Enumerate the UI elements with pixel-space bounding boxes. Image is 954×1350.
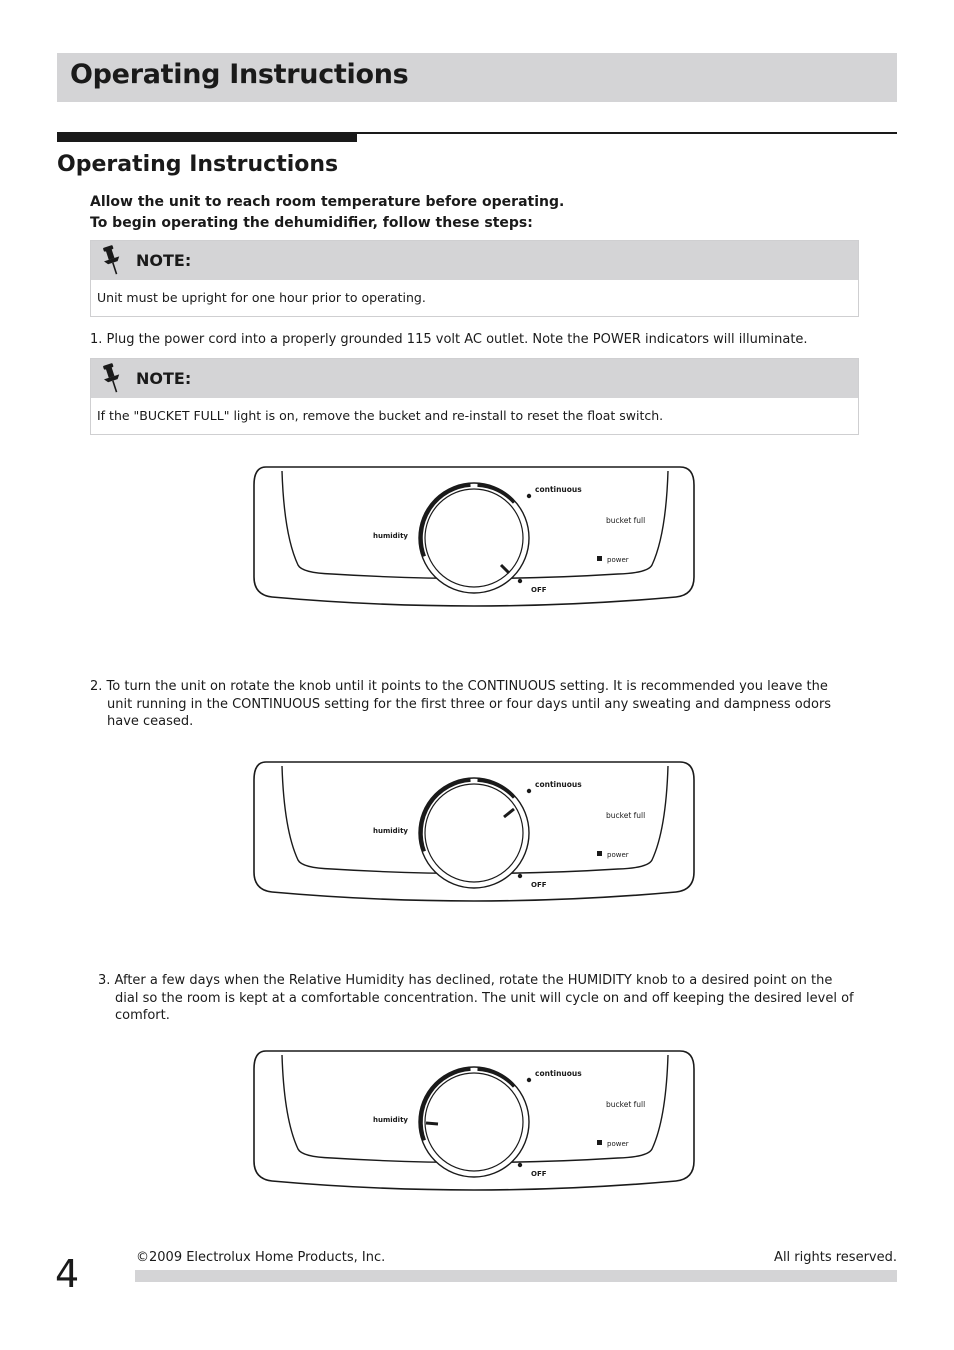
note-box-2: [90, 358, 859, 435]
note-header: [91, 241, 858, 280]
control-panel-diagram-off: [252, 465, 696, 607]
continuous-label: continuous: [535, 485, 582, 494]
humidity-label: humidity: [373, 827, 408, 835]
humidity-label: humidity: [373, 532, 408, 540]
pushpin-icon: [99, 245, 123, 277]
continuous-label: continuous: [535, 1069, 582, 1078]
off-label: OFF: [531, 586, 547, 594]
section-title: Operating Instructions: [57, 152, 339, 177]
footer-bar: [135, 1270, 897, 1282]
off-label: OFF: [531, 881, 547, 889]
control-panel-diagram-humidity: [252, 1049, 696, 1191]
bucket-full-label: bucket full: [606, 1100, 646, 1109]
power-square: [597, 851, 602, 856]
bucket-full-label: bucket full: [606, 811, 646, 820]
step-1: 1. Plug the power cord into a properly grounded 115 volt AC outlet. Note the POWER indicators will illuminate.: [90, 332, 808, 347]
power-label: power: [607, 1140, 629, 1148]
continuous-dot: [527, 494, 531, 498]
power-square: [597, 556, 602, 561]
banner-title: Operating Instructions: [70, 59, 409, 90]
control-panel-diagram-continuous: [252, 760, 696, 902]
off-dot: [518, 1163, 522, 1167]
footer-rights: All rights reserved.: [774, 1250, 897, 1265]
off-label: OFF: [531, 1170, 547, 1178]
off-dot: [518, 874, 522, 878]
footer-copyright: ©2009 Electrolux Home Products, Inc.: [136, 1250, 386, 1265]
step-2: 2. To turn the unit on rotate the knob until it points to the CONTINUOUS setting. It is recommended you leave the unit running in the CONTINUOUS setting for the first three or four days until any sweating and dampness odors have ceased.: [90, 679, 832, 729]
knob-pointer: [426, 1123, 438, 1124]
off-dot: [518, 579, 522, 583]
power-label: power: [607, 556, 629, 564]
humidity-label: humidity: [373, 1116, 408, 1124]
intro-line-2: To begin operating the dehumidifier, follow these steps:: [90, 215, 533, 231]
continuous-label: continuous: [535, 780, 582, 789]
note-box-1: [90, 240, 859, 317]
section-rule-thick: [57, 132, 357, 142]
power-square: [597, 1140, 602, 1145]
note-body: Unit must be upright for one hour prior to operating.: [97, 290, 426, 305]
header-banner: [57, 53, 897, 102]
note-body: If the "BUCKET FULL" light is on, remove the bucket and re-install to reset the float switch.: [97, 408, 664, 423]
note-header: [91, 359, 858, 398]
continuous-dot: [527, 789, 531, 793]
step-3: 3. After a few days when the Relative Humidity has declined, rotate the HUMIDITY knob to a desired point on the dial so the room is kept at a comfortable concentration. The unit will cycle on and off keeping the desired level of comfort.: [98, 973, 854, 1023]
page-number: 4: [55, 1252, 80, 1296]
continuous-dot: [527, 1078, 531, 1082]
intro-line-1: Allow the unit to reach room temperature before operating.: [90, 194, 565, 210]
note-title: NOTE:: [136, 251, 192, 270]
pushpin-icon: [99, 363, 123, 395]
section-rule-thin: [357, 132, 897, 134]
note-title: NOTE:: [136, 369, 192, 388]
bucket-full-label: bucket full: [606, 516, 646, 525]
power-label: power: [607, 851, 629, 859]
